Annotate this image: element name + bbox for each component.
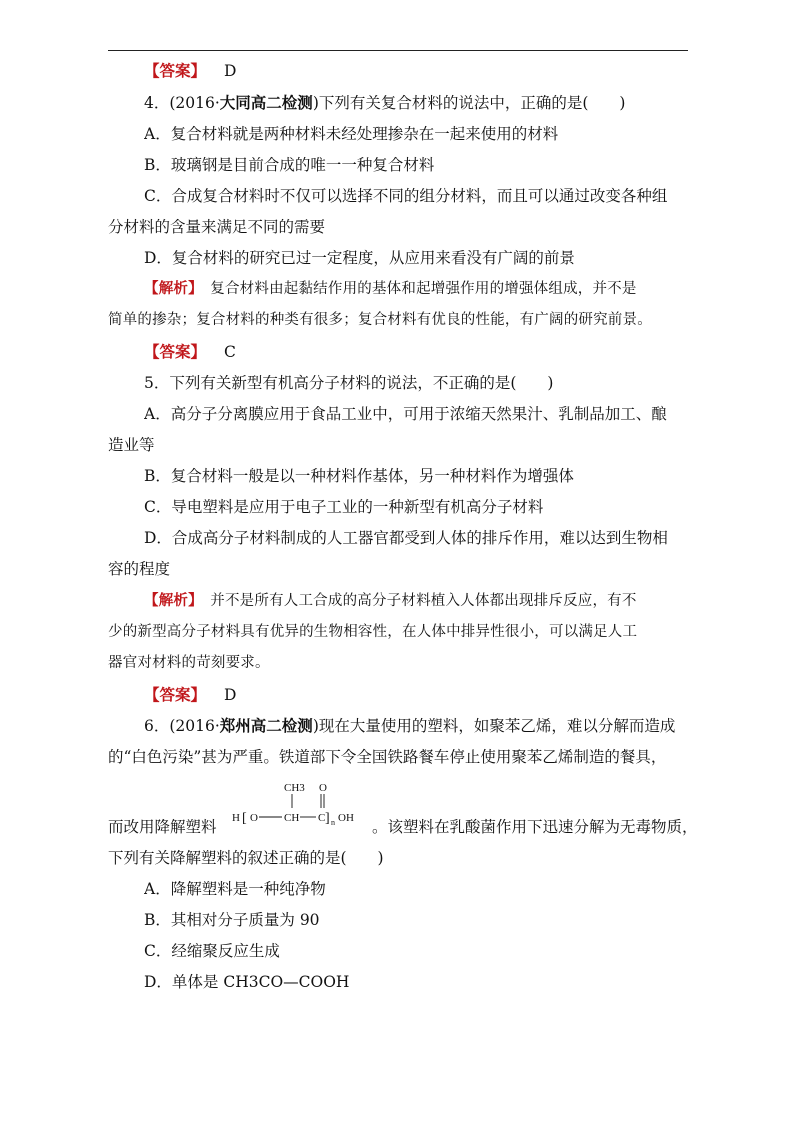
formula-bracket-right: ] — [325, 811, 330, 826]
formula-bracket-left: [ — [242, 811, 247, 826]
question-6-stem-line3-tail: 。该塑料在乳酸菌作用下迅速分解为无毒物质， — [372, 818, 698, 836]
question-4-source: 大同高二检测 — [219, 93, 313, 112]
question-5-stem: 5．下列有关新型有机高分子材料的说法，不正确的是( ) — [144, 374, 554, 392]
question-4-option-b: B．玻璃钢是目前合成的唯一一种复合材料 — [144, 156, 435, 174]
question-4-stem — [144, 93, 688, 113]
question-6-stem-cont: 的“白色污染”甚为严重。铁道部下令全国铁路餐车停止使用聚苯乙烯制造的餐具， — [108, 748, 667, 766]
question-5-analysis-cont: 器官对材料的苛刻要求。 — [108, 655, 270, 671]
question-5-option-b: B．复合材料一般是以一种材料作基体，另一种材料作为增强体 — [144, 467, 574, 485]
question-4-prefix: 4．(2016· — [144, 94, 220, 112]
answer-value: C — [224, 343, 236, 361]
formula-oh: OH — [338, 812, 354, 824]
polymer-structural-formula — [232, 779, 372, 831]
formula-o: O — [250, 812, 258, 824]
formula-c: C — [318, 812, 326, 824]
question-6-source: 郑州高二检测 — [219, 716, 313, 735]
question-4-analysis-cont: 简单的掺杂；复合材料的种类有很多；复合材料有优良的性能，有广阔的研究前景。 — [108, 312, 652, 328]
answer-line — [144, 61, 688, 81]
question-5-answer — [144, 685, 688, 705]
header-rule — [108, 50, 688, 51]
formula-ch3: CH3 — [284, 782, 305, 794]
analysis-tag: 【解析】 — [144, 593, 196, 609]
analysis-tag: 【解析】 — [144, 281, 196, 297]
answer-value: D — [224, 62, 237, 80]
question-4-option-a: A．复合材料就是两种材料未经处理掺杂在一起来使用的材料 — [144, 125, 559, 143]
question-4-option-c-cont: 分材料的含量来满足不同的需要 — [108, 218, 326, 236]
question-6-option-c: C．经缩聚反应生成 — [144, 942, 280, 960]
answer-value: D — [224, 686, 237, 704]
question-5-option-d-cont: 容的程度 — [108, 560, 171, 578]
question-6-option-d: D．单体是 CH3CO—COOH — [144, 973, 350, 991]
formula-subscript-n: n — [331, 818, 335, 827]
question-5-analysis — [144, 591, 688, 611]
question-4-answer — [144, 342, 688, 362]
question-4-analysis — [144, 279, 688, 299]
question-6-stem — [144, 716, 688, 736]
question-6-option-b: B．其相对分子质量为 90 — [144, 911, 320, 929]
formula-h: H — [232, 812, 240, 824]
answer-tag: 【答案】 — [144, 62, 207, 80]
question-6-option-a: A．降解塑料是一种纯净物 — [144, 880, 326, 898]
question-6-stem-line4: 下列有关降解塑料的叙述正确的是( ) — [108, 849, 384, 867]
answer-tag: 【答案】 — [144, 686, 207, 704]
question-4-text: )下列有关复合材料的说法中，正确的是( ) — [312, 94, 626, 112]
question-6-text: )现在大量使用的塑料，如聚苯乙烯，难以分解而造成 — [312, 717, 676, 735]
analysis-text: 复合材料由起黏结作用的基体和起增强作用的增强体组成，并不是 — [210, 281, 637, 297]
analysis-text: 并不是所有人工合成的高分子材料植入人体都出现排斥反应，有不 — [210, 593, 637, 609]
question-5-option-a-cont: 造业等 — [108, 436, 155, 454]
formula-carbonyl-o: O — [319, 782, 327, 794]
question-5-option-c: C．导电塑料是应用于电子工业的一种新型有机高分子材料 — [144, 498, 544, 516]
question-5-analysis-cont: 少的新型高分子材料具有优异的生物相容性，在人体中排异性很小，可以满足人工 — [108, 624, 638, 640]
question-5-option-a: A．高分子分离膜应用于食品工业中，可用于浓缩天然果汁、乳制品加工、酿 — [144, 405, 667, 423]
question-4-option-d: D．复合材料的研究已过一定程度，从应用来看没有广阔的前景 — [144, 249, 575, 267]
answer-tag: 【答案】 — [144, 343, 207, 361]
question-4-option-c: C．合成复合材料时不仅可以选择不同的组分材料，而且可以通过改变各种组 — [144, 187, 668, 205]
formula-ch: CH — [284, 812, 300, 824]
question-6-stem-line3: 而改用降解塑料 — [108, 818, 217, 836]
question-6-prefix: 6．(2016· — [144, 717, 220, 735]
question-5-option-d: D．合成高分子材料制成的人工器官都受到人体的排斥作用，难以达到生物相 — [144, 529, 668, 547]
